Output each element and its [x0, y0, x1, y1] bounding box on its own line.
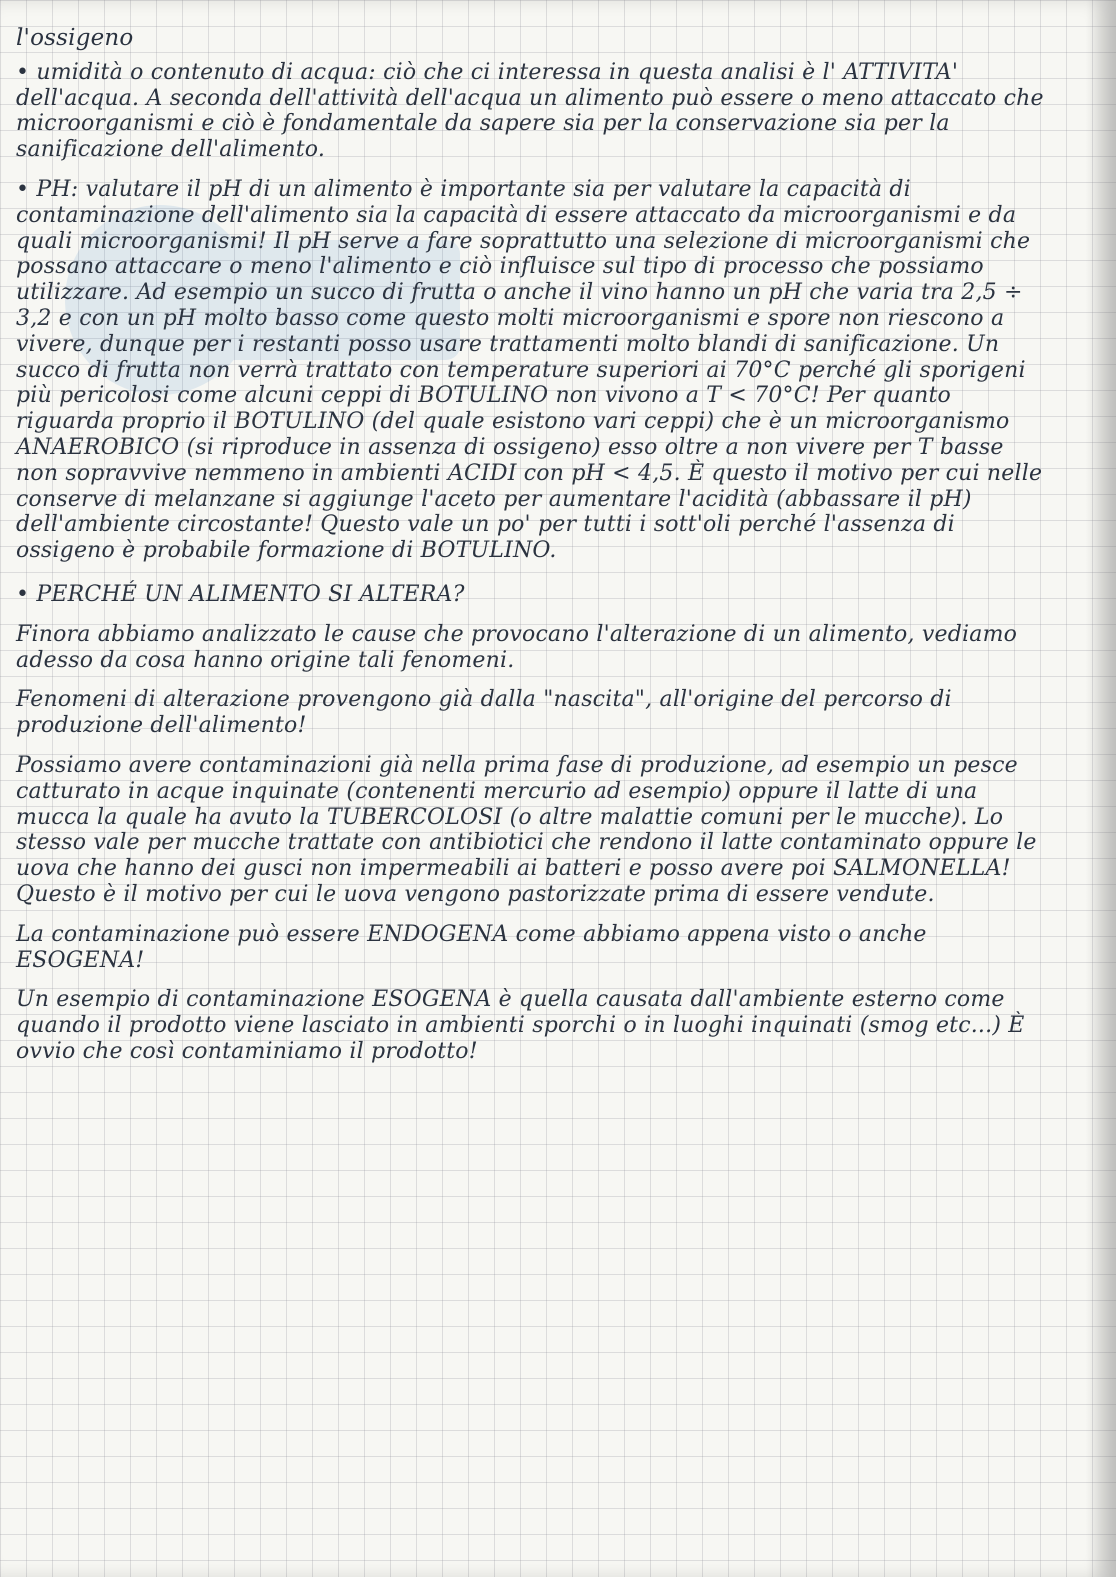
paragraph-endogena: La contaminazione può essere ENDOGENA come abbiamo appena visto o anche ESOGENA!: [16, 921, 927, 973]
section-heading-alterazione: • PERCHÉ UN ALIMENTO SI ALTERA?: [16, 581, 465, 607]
paragraph-cause: Finora abbiamo analizzato le cause che provocano l'alterazione di un alimento, vediamo adesso da cosa hanno origine tali fenomeni.: [16, 621, 1018, 673]
page-edge-shadow: [1086, 0, 1116, 1577]
paragraph-fenomeni: Fenomeni di alterazione provengono già dalla "nascita", all'origine del percorso di produzione dell'alimento!: [16, 687, 952, 739]
paragraph-contaminazioni: Possiamo avere contaminazioni già nella prima fase di produzione, ad esempio un pesce catturato in acque inquinate (contenenti mercurio ad esempio) oppure il latte di una mucca la quale ha avuto la TUBERCOLOSI (o altre malattie comuni per le mucche). Lo stesso vale per mucche trattate con antibiotici che rendono il latte contaminato oppure le uova che hanno dei gusci non impermeabili ai batteri e posso avere poi SALMONELLA! Questo è il motivo per cui le uova vengono pastorizzate prima di essere vendute.: [16, 752, 1037, 907]
handwritten-notes: [16, 26, 1046, 1079]
paragraph-ph: • PH: valutare il pH di un alimento è importante sia per valutare la capacità di contaminazione dell'alimento sia la capacità di essere attaccato da microorganismi e da quali microorganismi! Il pH serve a fare soprattutto una selezione di microorganismi che possano attaccare o meno l'alimento e ciò influisce sul tipo di processo che possiamo utilizzare. Ad esempio un succo di frutta o anche il vino hanno un pH che varia tra 2,5 ÷ 3,2 e con un pH molto basso come questo molti microorganismi e spore non riescono a vivere, dunque per i restanti posso usare trattamenti molto blandi di sanificazione. Un succo di frutta non verrà trattato con temperature superiori ai 70°C perché gli sporigeni più pericolosi come alcuni ceppi di BOTULINO non vivono a T < 70°C! Per quanto riguarda proprio il BOTULINO (del quale esistono vari ceppi) che è un microorganismo ANAEROBICO (si riproduce in assenza di ossigeno) esso oltre a non vivere per T basse non sopravvive nemmeno in ambienti ACIDI con pH < 4,5. È questo il motivo per cui nelle conserve di melanzane si aggiunge l'aceto per aumentare l'acidità (abbassare il pH) dell'ambiente circostante! Questo vale un po' per tutti i sott'oli perché l'assenza di ossigeno è probabile formazione di BOTULINO.: [16, 176, 1043, 564]
paragraph-esogena: Un esempio di contaminazione ESOGENA è quella causata dall'ambiente esterno come quando il prodotto viene lasciato in ambienti sporchi o in luoghi inquinati (smog etc...) È ovvio che così contaminiamo il prodotto!: [16, 987, 1025, 1064]
page-title: l'ossigeno: [16, 25, 134, 51]
paragraph-umidita: • umidità o contenuto di acqua: ciò che ci interessa in questa analisi è l' ATTIVITA' dell'acqua. A seconda dell'attività dell'acqua un alimento può essere o meno attaccato che microorganismi e ciò è fondamentale da sapere sia per la conservazione sia per la sanificazione dell'alimento.: [16, 59, 1044, 163]
